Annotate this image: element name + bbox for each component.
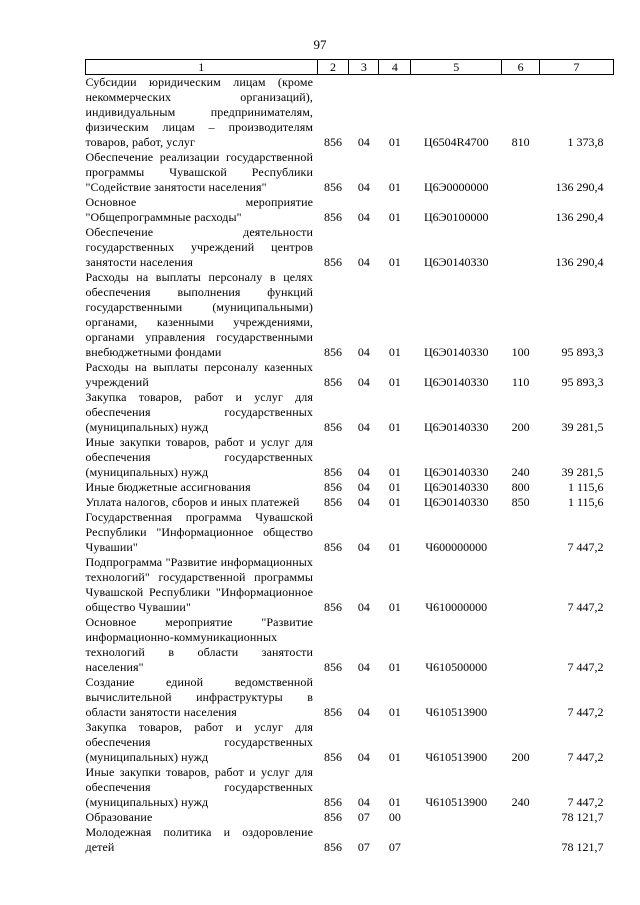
row-subsection-code: 01: [388, 420, 401, 434]
row-ministry-code: 856: [323, 795, 342, 809]
row-ministry-code: 856: [323, 495, 342, 509]
row-target-code: Ц6Э0140330: [423, 480, 489, 494]
row-name: Молодежная политика и оздоровление детей: [85, 825, 314, 854]
table-row: [86, 150, 614, 195]
row-section-code: 04: [357, 375, 370, 389]
row-target-code: Ч610000000: [425, 600, 488, 614]
row-target-code: Ц6Э0140330: [423, 255, 489, 269]
row-amount: 1 373,8: [567, 135, 604, 149]
row-section-code: 04: [357, 255, 370, 269]
row-target-code: [411, 810, 502, 825]
row-ministry-code: 856: [323, 180, 342, 194]
column-header-amount: 7: [540, 60, 614, 75]
table-row: [86, 510, 614, 555]
row-subsection-code: 01: [388, 750, 401, 764]
row-name: Создание единой ведомственной вычислительной инфраструктуры в области занятости населения: [85, 675, 314, 719]
row-section-code: 04: [357, 210, 370, 224]
row-expense-kind: 240: [511, 795, 530, 809]
row-expense-kind: [502, 150, 540, 195]
column-header-subsection: 4: [379, 60, 411, 75]
row-amount: 78 121,7: [561, 840, 604, 854]
table-row: [86, 75, 614, 151]
row-ministry-code: 856: [323, 255, 342, 269]
row-section-code: 04: [357, 600, 370, 614]
row-name: Закупка товаров, работ и услуг для обеспечения государственных (муниципальных) нужд: [85, 720, 314, 764]
row-name: Расходы на выплаты персоналу казенных учреждений: [85, 360, 314, 389]
row-name: Образование: [85, 810, 153, 824]
column-header-section: 3: [349, 60, 379, 75]
row-subsection-code: 01: [388, 465, 401, 479]
row-expense-kind: [502, 555, 540, 615]
table-body: [86, 75, 614, 856]
row-section-code: 04: [357, 705, 370, 719]
row-name: Иные бюджетные ассигнования: [85, 480, 251, 494]
row-subsection-code: 01: [388, 135, 401, 149]
row-expense-kind: 200: [511, 750, 530, 764]
row-amount: 136 290,4: [555, 180, 604, 194]
row-expense-kind: 100: [511, 345, 530, 359]
row-amount: 7 447,2: [567, 660, 604, 674]
row-subsection-code: 01: [388, 660, 401, 674]
row-expense-kind: [502, 510, 540, 555]
column-header-name: 1: [86, 60, 318, 75]
row-ministry-code: 856: [323, 540, 342, 554]
row-target-code: Ц6Э0140330: [423, 465, 489, 479]
row-target-code: Ц6Э0100000: [423, 210, 489, 224]
page-number: 97: [313, 37, 327, 52]
row-ministry-code: 856: [323, 810, 342, 824]
table-row: [86, 495, 614, 510]
row-ministry-code: 856: [323, 465, 342, 479]
column-header-target: 5: [411, 60, 502, 75]
row-amount: 1 115,6: [567, 480, 604, 494]
row-amount: 1 115,6: [567, 495, 604, 509]
budget-table: [85, 59, 614, 855]
row-target-code: Ц6504R4700: [423, 135, 489, 149]
row-target-code: Ц6Э0000000: [423, 180, 489, 194]
table-row: [86, 615, 614, 675]
row-subsection-code: 00: [388, 810, 401, 824]
column-header-ministry: 2: [317, 60, 349, 75]
row-expense-kind: [502, 615, 540, 675]
table-row: [86, 195, 614, 225]
row-section-code: 04: [357, 420, 370, 434]
row-expense-kind: [502, 195, 540, 225]
table-row: [86, 390, 614, 435]
row-ministry-code: 856: [323, 705, 342, 719]
row-expense-kind: 800: [511, 480, 530, 494]
row-ministry-code: 856: [323, 375, 342, 389]
row-target-code: Ч610500000: [425, 660, 488, 674]
table-row: [86, 270, 614, 360]
row-amount: 78 121,7: [561, 810, 604, 824]
row-expense-kind: 850: [511, 495, 530, 509]
table-row: [86, 225, 614, 270]
row-target-code: [411, 825, 502, 855]
table-row: [86, 720, 614, 765]
row-amount: 95 893,3: [561, 345, 604, 359]
row-amount: 7 447,2: [567, 705, 604, 719]
row-name: Государственная программа Чувашской Республики "Информационное общество Чувашии": [85, 510, 314, 554]
row-name: Основное мероприятие "Развитие информационно-коммуникационных технологий в области занятости населения": [85, 615, 314, 674]
row-subsection-code: 01: [388, 795, 401, 809]
row-amount: 136 290,4: [555, 210, 604, 224]
row-name: Субсидии юридическим лицам (кроме некоммерческих организаций), индивидуальным предпринимателям, физическим лицам – производителям товаров, работ, услуг: [85, 75, 314, 149]
row-name: Закупка товаров, работ и услуг для обеспечения государственных (муниципальных) нужд: [85, 390, 314, 434]
row-target-code: Ч610513900: [425, 750, 488, 764]
row-section-code: 07: [357, 810, 370, 824]
row-ministry-code: 856: [323, 660, 342, 674]
row-ministry-code: 856: [323, 210, 342, 224]
row-subsection-code: 01: [388, 255, 401, 269]
row-expense-kind: [502, 225, 540, 270]
row-ministry-code: 856: [323, 750, 342, 764]
row-target-code: Ц6Э0140330: [423, 345, 489, 359]
row-section-code: 07: [357, 840, 370, 854]
column-header-kind: 6: [502, 60, 540, 75]
row-section-code: 04: [357, 345, 370, 359]
row-subsection-code: 01: [388, 480, 401, 494]
row-subsection-code: 01: [388, 600, 401, 614]
table-row: [86, 810, 614, 825]
row-expense-kind: 240: [511, 465, 530, 479]
row-amount: 136 290,4: [555, 255, 604, 269]
row-ministry-code: 856: [323, 420, 342, 434]
row-target-code: Ц6Э0140330: [423, 495, 489, 509]
row-section-code: 04: [357, 660, 370, 674]
row-amount: 7 447,2: [567, 795, 604, 809]
row-subsection-code: 01: [388, 495, 401, 509]
row-ministry-code: 856: [323, 135, 342, 149]
table-row: [86, 360, 614, 390]
row-amount: 7 447,2: [567, 600, 604, 614]
row-section-code: 04: [357, 540, 370, 554]
row-section-code: 04: [357, 495, 370, 509]
row-amount: 7 447,2: [567, 750, 604, 764]
row-name: Иные закупки товаров, работ и услуг для обеспечения государственных (муниципальных) нужд: [85, 435, 314, 479]
row-subsection-code: 01: [388, 180, 401, 194]
row-ministry-code: 856: [323, 600, 342, 614]
row-amount: 39 281,5: [561, 465, 604, 479]
table-row: [86, 555, 614, 615]
row-expense-kind: [502, 810, 540, 825]
row-section-code: 04: [357, 180, 370, 194]
row-name: Расходы на выплаты персоналу в целях обеспечения выполнения функций государственными (муниципальными) органами, казенными учреждениями, органами управления государственными внебюджетными фондами: [85, 270, 314, 359]
row-expense-kind: [502, 675, 540, 720]
row-target-code: Ц6Э0140330: [423, 375, 489, 389]
row-subsection-code: 07: [388, 840, 401, 854]
row-ministry-code: 856: [323, 480, 342, 494]
row-subsection-code: 01: [388, 705, 401, 719]
row-expense-kind: 200: [511, 420, 530, 434]
header-row: [86, 60, 614, 75]
table-header: [86, 60, 614, 75]
row-name: Уплата налогов, сборов и иных платежей: [85, 495, 300, 509]
table-row: [86, 825, 614, 855]
row-expense-kind: 810: [511, 135, 530, 149]
row-name: Основное мероприятие "Общепрограммные расходы": [85, 195, 314, 224]
row-target-code: Ч600000000: [425, 540, 488, 554]
row-name: Иные закупки товаров, работ и услуг для обеспечения государственных (муниципальных) нужд: [85, 765, 314, 809]
row-section-code: 04: [357, 795, 370, 809]
row-name: Подпрограмма "Развитие информационных технологий" государственной программы Чувашской Республики "Информационное общество Чувашии": [85, 555, 314, 614]
row-target-code: Ч610513900: [425, 705, 488, 719]
row-subsection-code: 01: [388, 345, 401, 359]
row-ministry-code: 856: [323, 840, 342, 854]
row-amount: 95 893,3: [561, 375, 604, 389]
row-section-code: 04: [357, 465, 370, 479]
table-row: [86, 435, 614, 480]
row-subsection-code: 01: [388, 540, 401, 554]
table-row: [86, 765, 614, 810]
row-target-code: Ц6Э0140330: [423, 420, 489, 434]
row-section-code: 04: [357, 135, 370, 149]
row-expense-kind: 110: [511, 375, 530, 389]
row-subsection-code: 01: [388, 375, 401, 389]
row-section-code: 04: [357, 480, 370, 494]
row-subsection-code: 01: [388, 210, 401, 224]
row-target-code: Ч610513900: [425, 795, 488, 809]
table-row: [86, 675, 614, 720]
row-name: Обеспечение деятельности государственных учреждений центров занятости населения: [85, 225, 314, 269]
row-name: Обеспечение реализации государственной программы Чувашской Республики "Содействие занятости населения": [85, 150, 314, 194]
row-amount: 7 447,2: [567, 540, 604, 554]
row-amount: 39 281,5: [561, 420, 604, 434]
row-section-code: 04: [357, 750, 370, 764]
row-ministry-code: 856: [323, 345, 342, 359]
row-expense-kind: [502, 825, 540, 855]
table-row: [86, 480, 614, 495]
